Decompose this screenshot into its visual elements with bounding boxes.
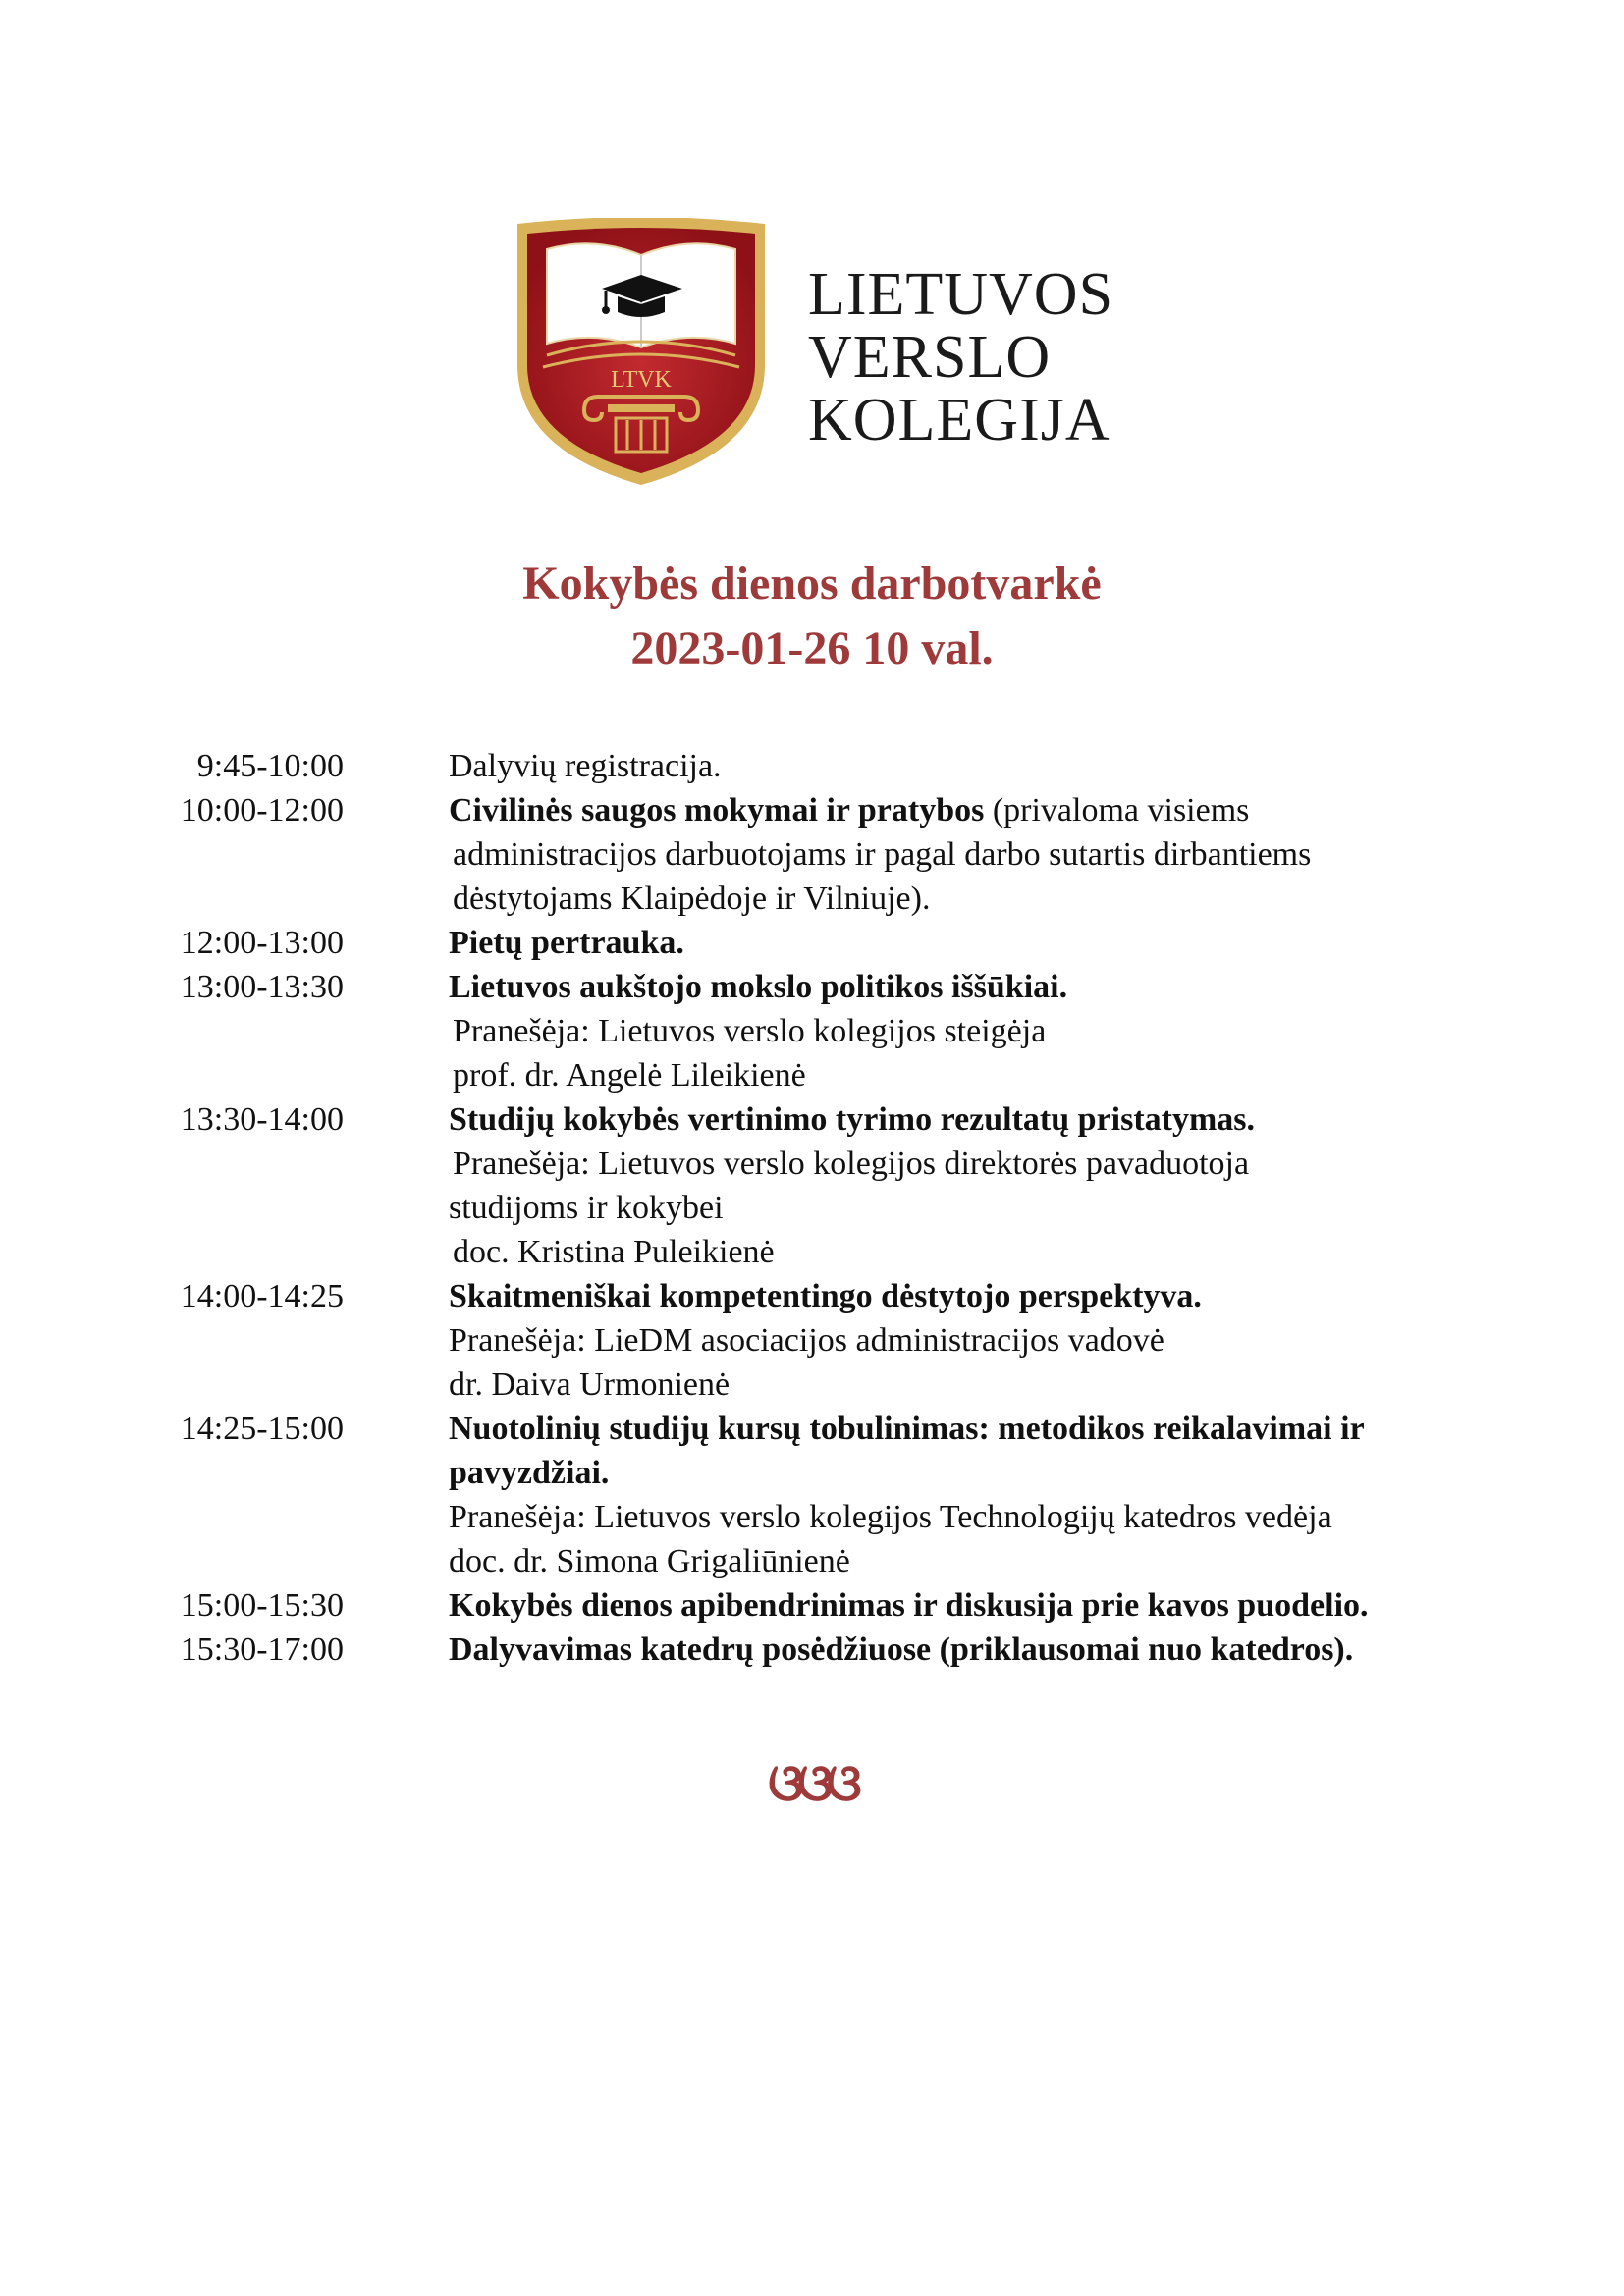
college-name-line-2: VERSLO bbox=[808, 324, 1052, 391]
agenda-title-continued: pavyzdžiai. bbox=[449, 1455, 610, 1491]
agenda-speaker: Pranešėja: Lietuvos verslo kolegijos steigėja bbox=[453, 1013, 1047, 1049]
title-line-1: Kokybės dienos darbotvarkė bbox=[522, 558, 1102, 610]
agenda-time: 13:30-14:00 bbox=[180, 1101, 344, 1138]
agenda-title: Dalyvavimas katedrų posėdžiuose (priklausomai nuo katedros). bbox=[449, 1631, 1354, 1668]
agenda-speaker: Pranešėja: Lietuvos verslo kolegijos direktorės pavaduotoja bbox=[453, 1146, 1250, 1182]
college-logo bbox=[514, 218, 1162, 493]
agenda-detail: administracijos darbuotojams ir pagal darbo sutartis dirbantiems bbox=[453, 836, 1312, 873]
agenda-title: Lietuvos aukštojo mokslo politikos iššūkiai. bbox=[449, 969, 1068, 1005]
agenda-speaker-name: dr. Daiva Urmonienė bbox=[449, 1366, 731, 1403]
page-title bbox=[0, 552, 1624, 681]
agenda-time: 15:00-15:30 bbox=[180, 1587, 344, 1624]
agenda-title: Pietų pertrauka. bbox=[449, 925, 684, 961]
agenda-time: 13:00-13:30 bbox=[180, 969, 344, 1005]
agenda-title: Skaitmeniškai kompetentingo dėstytojo perspektyva. bbox=[449, 1278, 1202, 1314]
agenda-item bbox=[147, 744, 1542, 788]
agenda-title: Kokybės dienos apibendrinimas ir diskusija prie kavos puodelio. bbox=[449, 1587, 1369, 1624]
agenda-speaker: Pranešėja: LieDM asociacijos administracijos vadovė bbox=[449, 1322, 1164, 1359]
agenda-speaker-role: studijoms ir kokybei bbox=[449, 1190, 724, 1226]
agenda-note: (privaloma visiems bbox=[984, 792, 1250, 828]
agenda-time: 12:00-13:00 bbox=[180, 925, 344, 961]
decorative-ornament: ଓଓଓ bbox=[768, 1756, 856, 1812]
agenda-item bbox=[147, 1274, 1542, 1407]
agenda-title: Studijų kokybės vertinimo tyrimo rezultatų pristatymas. bbox=[449, 1101, 1256, 1138]
agenda-detail: dėstytojams Klaipėdoje ir Vilniuje). bbox=[453, 881, 931, 917]
agenda-speaker-name: doc. Kristina Puleikienė bbox=[453, 1234, 775, 1270]
agenda-list bbox=[147, 744, 1542, 1672]
agenda-item bbox=[147, 1628, 1542, 1672]
agenda-item bbox=[147, 965, 1542, 1097]
agenda-item bbox=[147, 788, 1542, 921]
agenda-speaker: Pranešėja: Lietuvos verslo kolegijos Technologijų katedros vedėja bbox=[449, 1499, 1332, 1535]
agenda-item bbox=[147, 1407, 1542, 1583]
agenda-item bbox=[147, 921, 1542, 965]
college-name-line-3: KOLEGIJA bbox=[808, 387, 1110, 454]
agenda-speaker-name: prof. dr. Angelė Lileikienė bbox=[453, 1057, 806, 1094]
agenda-text: Dalyvių registracija. bbox=[449, 748, 722, 784]
agenda-time: 14:00-14:25 bbox=[180, 1278, 344, 1314]
agenda-time: 14:25-15:00 bbox=[180, 1411, 344, 1447]
agenda-title: Civilinės saugos mokymai ir pratybos bbox=[449, 792, 985, 828]
agenda-time: 10:00-12:00 bbox=[180, 792, 344, 828]
agenda-time: 9:45-10:00 bbox=[196, 748, 344, 784]
agenda-item bbox=[147, 1097, 1542, 1274]
agenda-title: Nuotolinių studijų kursų tobulinimas: metodikos reikalavimai ir bbox=[449, 1411, 1365, 1447]
svg-text:LTVK: LTVK bbox=[611, 367, 672, 393]
shield-logo-icon bbox=[514, 218, 769, 487]
agenda-speaker-name: doc. dr. Simona Grigaliūnienė bbox=[449, 1543, 850, 1579]
agenda-item bbox=[147, 1583, 1542, 1628]
agenda-time: 15:30-17:00 bbox=[180, 1631, 344, 1668]
college-name-line-1: LIETUVOS bbox=[808, 261, 1114, 328]
college-name bbox=[808, 263, 1113, 452]
title-line-2: 2023-01-26 10 val. bbox=[630, 622, 994, 674]
